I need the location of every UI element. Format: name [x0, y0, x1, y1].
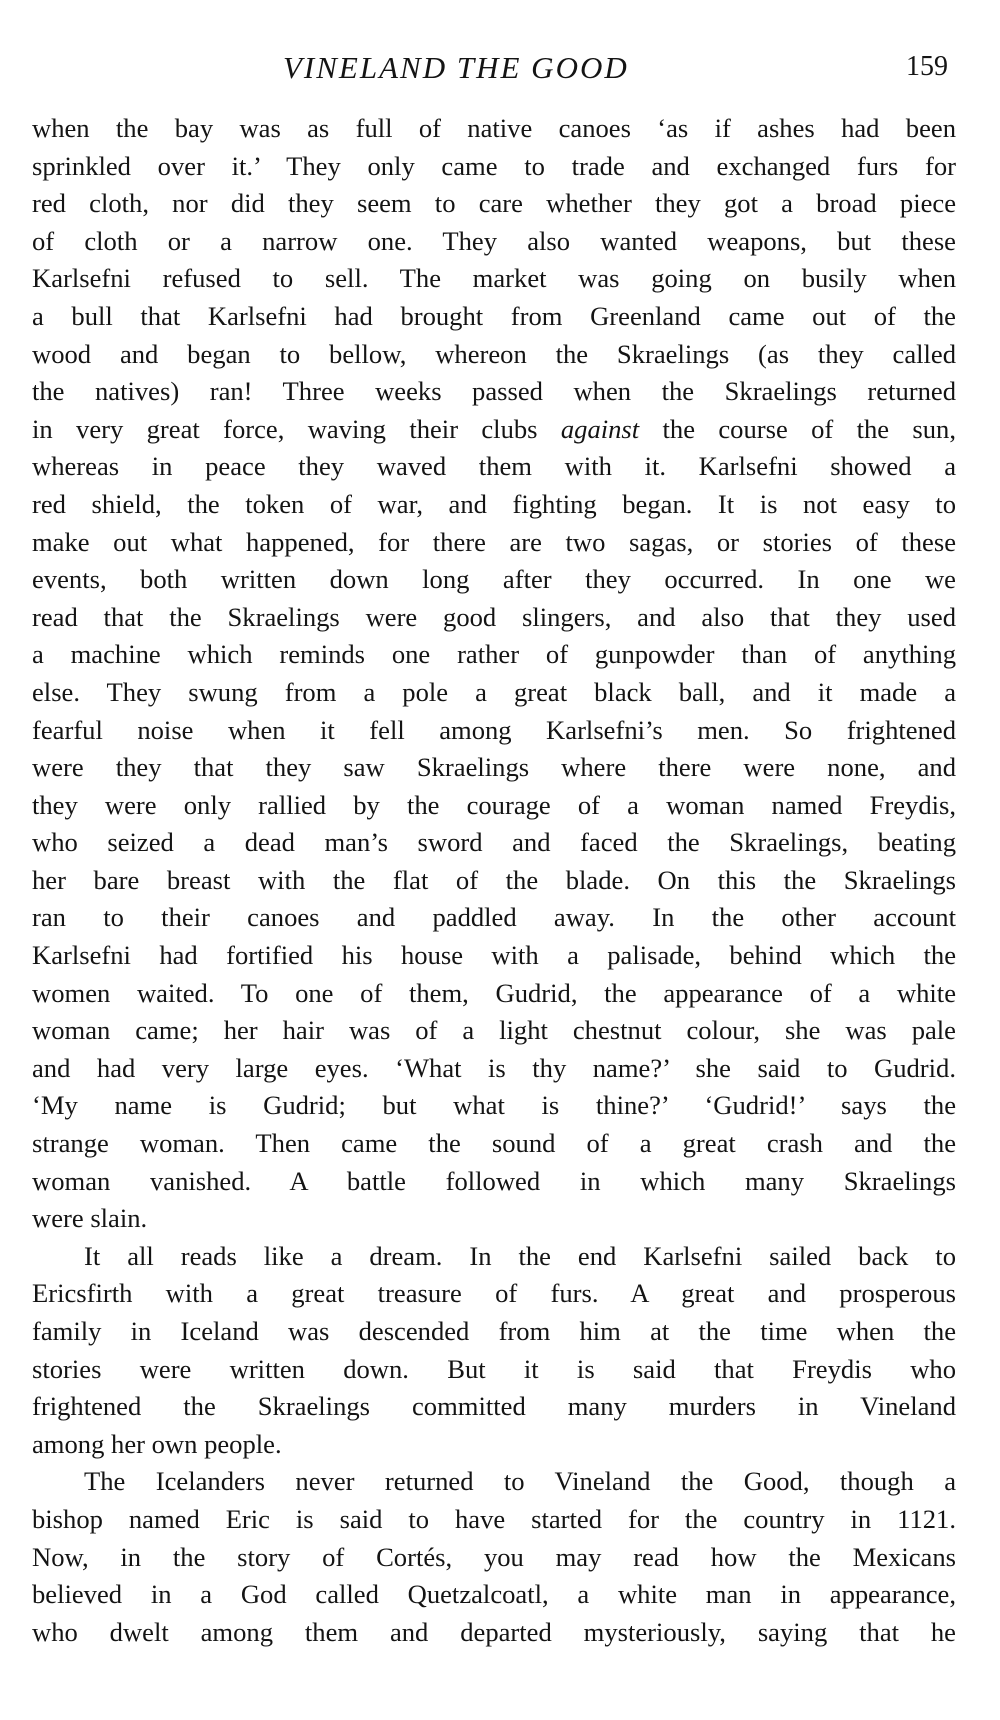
text-line: a machine which reminds one rather of gunpowder than of anything: [32, 639, 956, 670]
running-head: [0, 50, 1000, 90]
text-line: events, both written down long after they occurred. In one we: [32, 564, 956, 595]
text-line: fearful noise when it fell among Karlsefni’s men. So frightened: [32, 714, 956, 745]
text-line: bishop named Eric is said to have started for the country in 1121.: [32, 1503, 956, 1534]
emphasis-against: against: [560, 413, 640, 444]
text-line: women waited. To one of them, Gudrid, the appearance of a white: [32, 977, 956, 1008]
text-line: Now, in the story of Cortés, you may read how the Mexicans: [32, 1541, 956, 1572]
running-title: VINELAND THE GOOD: [283, 50, 629, 85]
text-line: read that the Skraelings were good slingers, and also that they used: [32, 601, 956, 632]
text-line: woman vanished. A battle followed in which many Skraelings: [32, 1165, 956, 1196]
text-line: they were only rallied by the courage of a woman named Freydis,: [32, 789, 956, 820]
text-line: believed in a God called Quetzalcoatl, a white man in appearance,: [32, 1579, 956, 1610]
text-line: when the bay was as full of native canoes ‘as if ashes had been: [32, 113, 956, 143]
line-text-after: the course of the sun,: [639, 413, 956, 444]
text-line: who dwelt among them and departed mysteriously, saying that he: [32, 1616, 956, 1647]
text-line-with-emphasis: [32, 411, 956, 449]
text-line: red cloth, nor did they seem to care whether they got a broad piece: [32, 188, 956, 219]
text-line: sprinkled over it.’ They only came to trade and exchanged furs for: [32, 150, 956, 181]
text-line: of cloth or a narrow one. They also wanted weapons, but these: [32, 225, 956, 256]
text-line: The Icelanders never returned to Vineland the Good, though a: [84, 1466, 956, 1497]
text-line: whereas in peace they waved them with it. Karlsefni showed a: [32, 451, 956, 482]
line-text-before: in very great force, waving their clubs: [32, 413, 561, 444]
text-line: It all reads like a dream. In the end Karlsefni sailed back to: [84, 1240, 956, 1271]
text-line: her bare breast with the flat of the blade. On this the Skraelings: [32, 864, 956, 895]
text-line: and had very large eyes. ‘What is thy name?’ she said to Gudrid.: [32, 1052, 956, 1083]
text-line: make out what happened, for there are two sagas, or stories of these: [32, 526, 956, 557]
text-line: family in Iceland was descended from him at the time when the: [32, 1316, 956, 1346]
text-line: stories were written down. But it is said that Freydis who: [32, 1353, 956, 1384]
text-line: ran to their canoes and paddled away. In the other account: [32, 902, 956, 933]
text-line: red shield, the token of war, and fighting began. It is not easy to: [32, 488, 956, 519]
text-line: who seized a dead man’s sword and faced the Skraelings, beating: [32, 827, 956, 858]
text-line: wood and began to bellow, whereon the Skraelings (as they called: [32, 338, 956, 369]
text-line: Karlsefni refused to sell. The market was going on busily when: [32, 263, 956, 294]
text-line: else. They swung from a pole a great black ball, and it made a: [32, 676, 956, 707]
text-line: were slain.: [32, 1203, 148, 1234]
body-text: [32, 110, 956, 1651]
text-line: frightened the Skraelings committed many murders in Vineland: [32, 1391, 956, 1422]
text-line: woman came; her hair was of a light chestnut colour, she was pale: [32, 1015, 956, 1046]
text-line: strange woman. Then came the sound of a great crash and the: [32, 1128, 956, 1159]
text-line: the natives) ran! Three weeks passed when the Skraelings returned: [32, 376, 956, 407]
text-line: Ericsfirth with a great treasure of furs. A great and prosperous: [32, 1278, 956, 1309]
text-line: were they that they saw Skraelings where there were none, and: [32, 752, 956, 783]
text-line: among her own people.: [32, 1428, 282, 1459]
page-number: 159: [906, 51, 948, 82]
text-line: ‘My name is Gudrid; but what is thine?’ ‘Gudrid!’ says the: [32, 1090, 956, 1121]
text-line: Karlsefni had fortified his house with a palisade, behind which the: [32, 940, 956, 971]
text-line: a bull that Karlsefni had brought from Greenland came out of the: [32, 300, 956, 331]
